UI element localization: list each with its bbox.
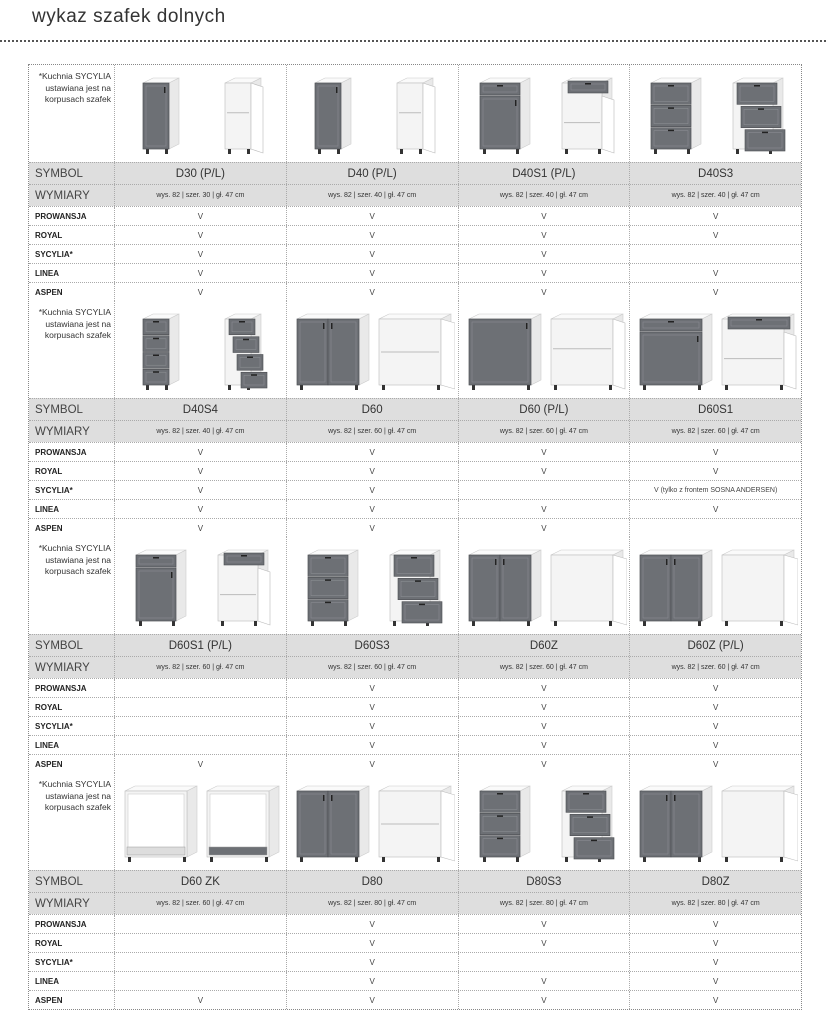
cabinet-single-door-closed-icon: [293, 71, 373, 159]
cabinet-symbol: D80Z: [629, 871, 801, 892]
availability-mark: V: [114, 481, 286, 499]
availability-mark: V: [114, 500, 286, 518]
cabinet-images: [286, 65, 458, 162]
cabinet-drawer-door-closed-icon: [121, 543, 201, 631]
kitchen-label: LINEA: [35, 504, 59, 514]
availability-mark: V: [114, 755, 286, 773]
cabinet-dimensions: wys. 82 | szer. 60 | gł. 47 cm: [114, 893, 286, 914]
image-row: [29, 537, 801, 634]
kitchen-row: [29, 735, 801, 754]
kitchen-label: LINEA: [35, 740, 59, 750]
availability-mark: V: [629, 207, 801, 225]
availability-mark: V: [114, 207, 286, 225]
availability-mark: V: [458, 698, 630, 716]
cabinet-images: [458, 301, 630, 398]
availability-mark: V: [286, 953, 458, 971]
title-divider: [0, 40, 826, 42]
availability-mark: V: [629, 500, 801, 518]
cabinet-single-door-open-icon: [375, 71, 455, 159]
availability-mark: V: [286, 245, 458, 263]
kitchen-row: [29, 206, 801, 225]
cabinet-drawer-door-open-icon: [547, 71, 627, 159]
cabinet-symbol: D40 (P/L): [286, 163, 458, 184]
cabinet-images: [114, 65, 286, 162]
availability-mark: V: [458, 915, 630, 933]
kitchen-row: [29, 697, 801, 716]
open-dishwasher-frame-open-icon: [203, 779, 283, 867]
cabinet-dimensions: wys. 82 | szer. 60 | gł. 47 cm: [629, 421, 801, 442]
availability-mark: V: [286, 500, 458, 518]
kitchen-label: SYCYLIA*: [35, 485, 73, 495]
kitchen-row: [29, 952, 801, 971]
open-dishwasher-frame-closed-icon: [121, 779, 201, 867]
kitchen-row: [29, 933, 801, 952]
cabinet-symbol: D60S1: [629, 399, 801, 420]
kitchen-row: [29, 518, 801, 537]
cabinet-double-door-closed-icon: [293, 779, 373, 867]
availability-mark: V: [458, 207, 630, 225]
kitchen-label: ASPEN: [35, 523, 63, 533]
availability-mark: V: [286, 972, 458, 990]
availability-mark: [114, 679, 286, 697]
cabinet-images: [629, 301, 801, 398]
availability-mark: V: [458, 736, 630, 754]
cabinet-table: [28, 64, 802, 1010]
cabinet-symbol: D60S1 (P/L): [114, 635, 286, 656]
kitchen-row: [29, 263, 801, 282]
cabinet-images: [114, 301, 286, 398]
cabinet-three-drawers-closed-icon: [465, 779, 545, 867]
symbol-label: SYMBOL: [35, 403, 83, 416]
kitchen-label: ROYAL: [35, 938, 63, 948]
dimensions-row: [29, 656, 801, 678]
kitchen-row: [29, 282, 801, 301]
availability-mark: V: [629, 679, 801, 697]
availability-mark: [114, 915, 286, 933]
cabinet-images: [458, 773, 630, 870]
cabinet-drawer-door-open-icon: [203, 543, 283, 631]
availability-mark: V: [286, 934, 458, 952]
kitchen-row: [29, 244, 801, 263]
cabinet-images: [114, 773, 286, 870]
cabinet-images: [286, 773, 458, 870]
availability-mark: V: [286, 519, 458, 537]
kitchen-row: [29, 990, 801, 1009]
cabinet-dimensions: wys. 82 | szer. 40 | gł. 47 cm: [114, 421, 286, 442]
cabinet-dimensions: wys. 82 | szer. 40 | gł. 47 cm: [458, 185, 630, 206]
cabinet-three-drawers-open-icon: [547, 779, 627, 867]
availability-mark: V: [458, 679, 630, 697]
kitchen-label: ROYAL: [35, 230, 63, 240]
availability-mark: [114, 698, 286, 716]
availability-mark: V: [286, 915, 458, 933]
cabinet-four-drawers-closed-icon: [121, 307, 201, 395]
sycylia-note: *Kuchnia SYCYLIA ustawiana jest na korpusach szafek: [38, 71, 111, 104]
availability-mark: V: [629, 736, 801, 754]
availability-mark: V: [629, 915, 801, 933]
cabinet-dimensions: wys. 82 | szer. 80 | gł. 47 cm: [629, 893, 801, 914]
dimensions-label: WYMIARY: [35, 897, 90, 910]
availability-mark: V: [286, 755, 458, 773]
kitchen-label: PROWANSJA: [35, 211, 87, 221]
cabinet-symbol: D60: [286, 399, 458, 420]
availability-mark: V: [458, 226, 630, 244]
availability-mark: V: [114, 519, 286, 537]
availability-mark: V: [286, 283, 458, 301]
availability-mark: V: [286, 264, 458, 282]
dimensions-label: WYMIARY: [35, 189, 90, 202]
availability-mark: V: [629, 972, 801, 990]
cabinet-single-door-open-icon: [203, 71, 283, 159]
availability-mark: V: [458, 462, 630, 480]
dimensions-row: [29, 184, 801, 206]
kitchen-label: PROWANSJA: [35, 683, 87, 693]
availability-mark: V: [114, 991, 286, 1009]
cabinet-symbol: D60 ZK: [114, 871, 286, 892]
sycylia-note: *Kuchnia SYCYLIA ustawiana jest na korpusach szafek: [38, 543, 111, 576]
kitchen-row: [29, 716, 801, 735]
availability-mark: V: [114, 283, 286, 301]
cabinet-three-drawers-closed-icon: [293, 543, 373, 631]
kitchen-label: SYCYLIA*: [35, 721, 73, 731]
cabinet-dimensions: wys. 82 | szer. 40 | gł. 47 cm: [286, 185, 458, 206]
dimensions-label: WYMIARY: [35, 425, 90, 438]
cabinet-images: [629, 65, 801, 162]
cabinet-double-door-open-icon: [375, 307, 455, 395]
availability-mark: [458, 953, 630, 971]
availability-mark: V: [458, 283, 630, 301]
availability-mark: V: [458, 717, 630, 735]
symbol-label: SYMBOL: [35, 639, 83, 652]
availability-mark: V (tylko z frontem SOSNA ANDERSEN): [629, 481, 801, 499]
kitchen-label: ASPEN: [35, 759, 63, 769]
kitchen-label: SYCYLIA*: [35, 957, 73, 967]
availability-mark: [114, 934, 286, 952]
kitchen-label: ASPEN: [35, 995, 63, 1005]
availability-mark: V: [114, 245, 286, 263]
kitchen-label: SYCYLIA*: [35, 249, 73, 259]
image-row: [29, 773, 801, 870]
cabinet-symbol: D80S3: [458, 871, 630, 892]
image-row: [29, 65, 801, 162]
sink-cabinet-open-icon: [718, 779, 798, 867]
availability-mark: V: [286, 207, 458, 225]
cabinet-symbol: D60Z (P/L): [629, 635, 801, 656]
availability-mark: V: [286, 226, 458, 244]
availability-mark: V: [286, 717, 458, 735]
cabinet-images: [458, 537, 630, 634]
availability-mark: V: [629, 717, 801, 735]
cabinet-symbol: D40S3: [629, 163, 801, 184]
availability-mark: V: [629, 443, 801, 461]
sycylia-note: *Kuchnia SYCYLIA ustawiana jest na korpusach szafek: [38, 779, 111, 812]
availability-mark: V: [629, 698, 801, 716]
cabinet-symbol: D40S1 (P/L): [458, 163, 630, 184]
dimensions-row: [29, 420, 801, 442]
availability-mark: [458, 481, 630, 499]
availability-mark: V: [629, 462, 801, 480]
kitchen-label: ASPEN: [35, 287, 63, 297]
cabinet-block: [29, 65, 801, 301]
kitchen-label: PROWANSJA: [35, 919, 87, 929]
cabinet-dimensions: wys. 82 | szer. 60 | gł. 47 cm: [114, 657, 286, 678]
dimensions-row: [29, 892, 801, 914]
cabinet-block: [29, 301, 801, 537]
kitchen-row: [29, 754, 801, 773]
availability-mark: V: [629, 934, 801, 952]
kitchen-label: ROYAL: [35, 466, 63, 476]
availability-mark: V: [286, 679, 458, 697]
cabinet-symbol: D40S4: [114, 399, 286, 420]
availability-mark: V: [458, 500, 630, 518]
availability-mark: [114, 953, 286, 971]
cabinet-drawer-double-door-closed-icon: [636, 307, 716, 395]
availability-mark: V: [458, 443, 630, 461]
sink-cabinet-open-icon: [547, 543, 627, 631]
availability-mark: V: [629, 264, 801, 282]
cabinet-images: [286, 537, 458, 634]
symbol-row: [29, 634, 801, 656]
sink-cabinet-open-icon: [718, 543, 798, 631]
availability-mark: [629, 519, 801, 537]
availability-mark: V: [286, 443, 458, 461]
availability-mark: V: [458, 755, 630, 773]
availability-mark: [629, 245, 801, 263]
cabinet-drawer-double-door-open-icon: [718, 307, 798, 395]
dimensions-label: WYMIARY: [35, 661, 90, 674]
cabinet-block: [29, 537, 801, 773]
cabinet-three-drawers-closed-icon: [636, 71, 716, 159]
kitchen-row: [29, 442, 801, 461]
kitchen-row: [29, 225, 801, 244]
availability-mark: V: [458, 934, 630, 952]
availability-mark: V: [286, 736, 458, 754]
page-title: wykaz szafek dolnych: [32, 6, 226, 27]
availability-mark: V: [458, 991, 630, 1009]
cabinet-images: [629, 773, 801, 870]
cabinet-double-door-closed-icon: [293, 307, 373, 395]
cabinet-images: [286, 301, 458, 398]
cabinet-symbol: D60S3: [286, 635, 458, 656]
cabinet-wide-single-door-open-icon: [547, 307, 627, 395]
cabinet-symbol: D30 (P/L): [114, 163, 286, 184]
sink-cabinet-closed-icon: [636, 779, 716, 867]
availability-mark: V: [286, 481, 458, 499]
cabinet-dimensions: wys. 82 | szer. 80 | gł. 47 cm: [286, 893, 458, 914]
availability-mark: V: [286, 462, 458, 480]
cabinet-dimensions: wys. 82 | szer. 30 | gł. 47 cm: [114, 185, 286, 206]
sycylia-note: *Kuchnia SYCYLIA ustawiana jest na korpusach szafek: [38, 307, 111, 340]
availability-mark: V: [458, 519, 630, 537]
availability-mark: V: [629, 226, 801, 244]
availability-mark: V: [114, 443, 286, 461]
kitchen-label: PROWANSJA: [35, 447, 87, 457]
sink-cabinet-closed-icon: [465, 543, 545, 631]
cabinet-images: [458, 65, 630, 162]
cabinet-wide-single-door-closed-icon: [465, 307, 545, 395]
availability-mark: V: [458, 972, 630, 990]
cabinet-three-drawers-open-icon: [718, 71, 798, 159]
cabinet-symbol: D80: [286, 871, 458, 892]
symbol-label: SYMBOL: [35, 167, 83, 180]
symbol-label: SYMBOL: [35, 875, 83, 888]
kitchen-row: [29, 480, 801, 499]
sink-cabinet-closed-icon: [636, 543, 716, 631]
cabinet-dimensions: wys. 82 | szer. 40 | gł. 47 cm: [629, 185, 801, 206]
cabinet-dimensions: wys. 82 | szer. 80 | gł. 47 cm: [458, 893, 630, 914]
kitchen-row: [29, 678, 801, 697]
availability-mark: V: [458, 245, 630, 263]
cabinet-drawer-door-closed-icon: [465, 71, 545, 159]
kitchen-row: [29, 499, 801, 518]
availability-mark: V: [114, 226, 286, 244]
cabinet-block: [29, 773, 801, 1009]
availability-mark: V: [114, 264, 286, 282]
availability-mark: V: [286, 991, 458, 1009]
availability-mark: [114, 972, 286, 990]
cabinet-dimensions: wys. 82 | szer. 60 | gł. 47 cm: [286, 657, 458, 678]
kitchen-row: [29, 461, 801, 480]
availability-mark: V: [458, 264, 630, 282]
image-row: [29, 301, 801, 398]
cabinet-symbol: D60Z: [458, 635, 630, 656]
cabinet-dimensions: wys. 82 | szer. 60 | gł. 47 cm: [286, 421, 458, 442]
cabinet-single-door-closed-icon: [121, 71, 201, 159]
availability-mark: V: [629, 283, 801, 301]
cabinet-symbol: D60 (P/L): [458, 399, 630, 420]
availability-mark: V: [114, 462, 286, 480]
cabinet-dimensions: wys. 82 | szer. 60 | gł. 47 cm: [458, 421, 630, 442]
availability-mark: V: [629, 991, 801, 1009]
availability-mark: V: [629, 953, 801, 971]
symbol-row: [29, 870, 801, 892]
symbol-row: [29, 398, 801, 420]
kitchen-row: [29, 971, 801, 990]
availability-mark: V: [286, 698, 458, 716]
availability-mark: [114, 736, 286, 754]
kitchen-row: [29, 914, 801, 933]
cabinet-three-drawers-open-icon: [375, 543, 455, 631]
kitchen-label: LINEA: [35, 976, 59, 986]
availability-mark: [114, 717, 286, 735]
symbol-row: [29, 162, 801, 184]
kitchen-label: LINEA: [35, 268, 59, 278]
cabinet-images: [629, 537, 801, 634]
cabinet-images: [114, 537, 286, 634]
cabinet-dimensions: wys. 82 | szer. 60 | gł. 47 cm: [458, 657, 630, 678]
cabinet-four-drawers-open-icon: [203, 307, 283, 395]
availability-mark: V: [629, 755, 801, 773]
cabinet-double-door-open-icon: [375, 779, 455, 867]
kitchen-label: ROYAL: [35, 702, 63, 712]
cabinet-dimensions: wys. 82 | szer. 60 | gł. 47 cm: [629, 657, 801, 678]
